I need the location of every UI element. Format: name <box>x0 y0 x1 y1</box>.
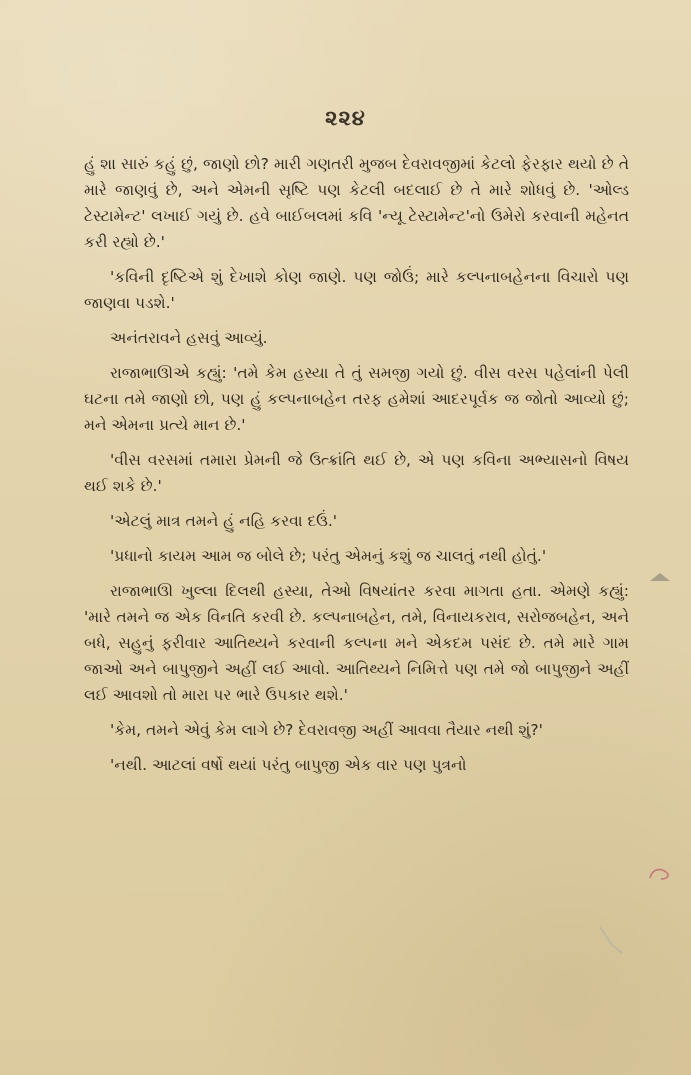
text-body <box>84 151 629 787</box>
paragraph-1: હું શા સારું કહું છું, જાણો છો? મારી ગણતરી મુજબ દેવરાવજીમાં કેટલો ફેરફાર થયો છે તે મારે જાણવું છે, અને એમની સૃષ્ટિ પણ કેટલી બદલાઈ છે તે મારે શોધવું છે. 'ઓલ્ડ ટેસ્ટામેન્ટ' લખાઈ ગયું છે. હવે બાઈબલમાં કવિ 'ન્યૂ ટેસ્ટામેન્ટ'નો ઉમેરો કરવાની મહેનત કરી રહ્યો છે.' <box>84 155 629 251</box>
paragraph-9: 'કેમ, તમને એવું કેમ લાગે છે? દેવરાવજી અહીં આવવા તૈયાર નથી શું?' <box>110 721 543 739</box>
paragraph-3: અનંતરાવને હસવું આવ્યું. <box>110 329 268 347</box>
paragraph-5: 'વીસ વરસમાં તમારા પ્રેમની જે ઉત્ક્રાંતિ થઈ છે, એ પણ કવિના અભ્યાસનો વિષય થઈ શકે છે.' <box>84 451 629 495</box>
paragraph-2: 'કવિની દૃષ્ટિએ શું દેખાશે કોણ જાણે. પણ જોઉં; મારે કલ્પનાબહેનના વિચારો પણ જાણવા પડશે.' <box>84 268 629 312</box>
paragraph-6: 'એટલું માત્ર તમને હું નહિ કરવા દઉં.' <box>110 512 338 530</box>
paragraph-10: 'નથી. આટલાં વર્ષો થયાં પરંતુ બાપુજી એક વાર પણ પુત્રનો <box>110 756 467 774</box>
paragraph-4: રાજાભાઊએ કહ્યું: 'તમે કેમ હસ્યા તે તું સમજી ગયો છું. વીસ વરસ પહેલાંની પેલી ઘટના તમે જાણો છો, પણ હું કલ્પનાબહેન તરફ હમેશાં આદરપૂર્વક જ જોતો આવ્યો છું; મને એમના પ્રત્યે માન છે.' <box>84 364 629 434</box>
annotation-pencil-mark <box>646 864 676 884</box>
page-number: ૨૨૪ <box>325 106 366 130</box>
annotation-pencil-mark <box>590 925 630 955</box>
margin-pencil-mark <box>648 570 672 584</box>
paragraph-8: રાજાભાઊ ખુલ્લા દિલથી હસ્યા, તેઓ વિષયાંતર કરવા માગતા હતા. એમણે કહ્યું: 'મારે તમને જ એક વિનતિ કરવી છે. કલ્પનાબહેન, તમે, વિનાયકરાવ, સરોજબહેન, અને બધે, સહુનું ફરીવાર આતિથ્યને કરવાની કલ્પના મને એકદમ પસંદ છે. તમે મારે ગામ જાઓ અને બાપુજીને અહીં લઈ આવો. આતિથ્યને નિમિત્તે પણ તમે જો બાપુજીને અહીં લઈ આવશો તો મારા પર ભારે ઉપકાર થશે.' <box>84 582 629 704</box>
paragraph-7: 'પ્રધાનો કાયમ આમ જ બોલે છે; પરંતુ એમનું કશું જ ચાલતું નથી હોતું.' <box>110 547 547 565</box>
